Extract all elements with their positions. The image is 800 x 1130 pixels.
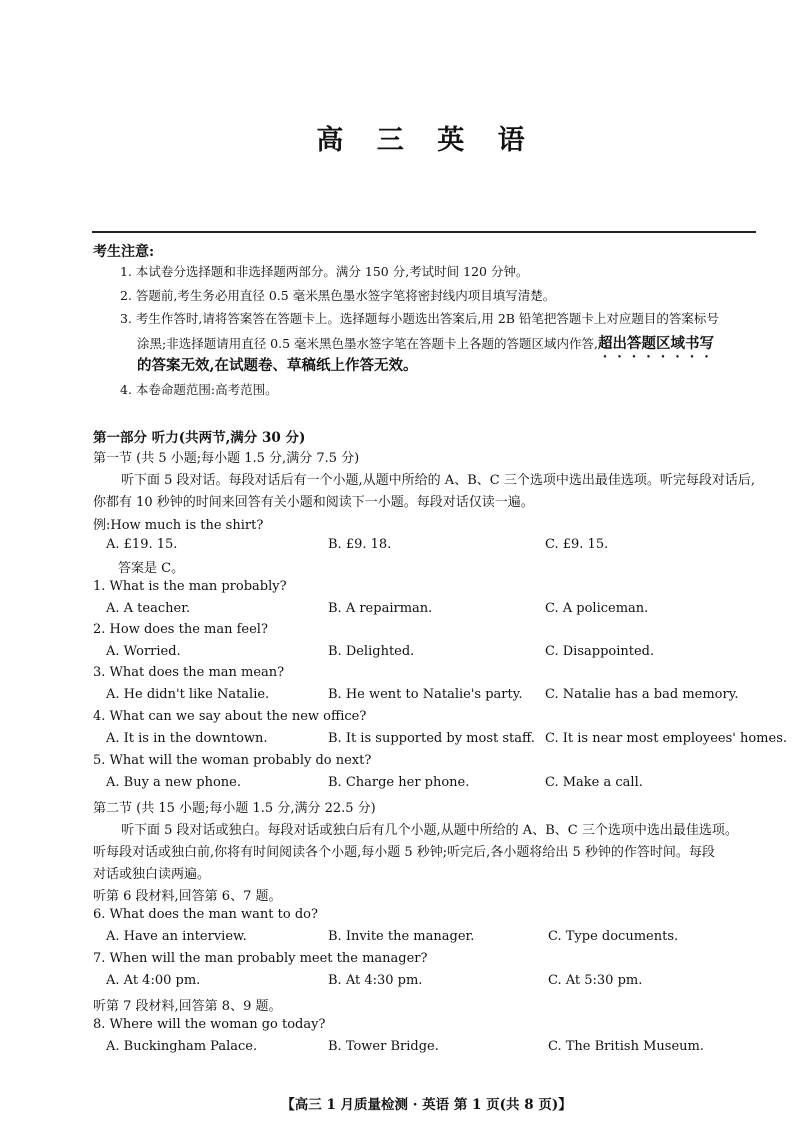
- material-heading: 听第 7 段材料,回答第 8、9 题。: [93, 999, 282, 1014]
- option-a: A. It is in the downtown.: [106, 731, 268, 746]
- option-a: A. Have an interview.: [106, 929, 247, 944]
- material-heading: 听第 6 段材料,回答第 6、7 题。: [93, 889, 282, 904]
- option-c: C. Type documents.: [548, 929, 679, 944]
- notice-item: 1. 本试卷分选择题和非选择题两部分。满分 150 分,考试时间 120 分钟。: [120, 264, 529, 279]
- option-a: A. At 4:00 pm.: [106, 973, 201, 988]
- option-a: A. Worried.: [106, 644, 181, 659]
- notice-item-text: 涂黑;非选择题请用直径 0.5 毫米黑色墨水签字笔在答题卡上各题的答题区域内作答,: [137, 336, 599, 351]
- option-c: C. A policeman.: [545, 601, 649, 616]
- question: 3. What does the man mean?: [93, 665, 285, 680]
- notice-emphasis: 超出答题区域书写: [598, 335, 715, 352]
- option-c: C. At 5:30 pm.: [548, 973, 643, 988]
- notice-item: 2. 答题前,考生务必用直径 0.5 毫米黑色墨水签字笔将密封线内项目填写清楚。: [120, 288, 556, 303]
- instructions-line: 对话或独白读两遍。: [93, 867, 211, 882]
- question: 8. Where will the woman go today?: [93, 1017, 326, 1032]
- option-b: B. Tower Bridge.: [328, 1039, 439, 1054]
- question: 4. What can we say about the new office?: [93, 709, 367, 724]
- option-c: C. The British Museum.: [548, 1039, 704, 1054]
- option-c: C. Natalie has a bad memory.: [545, 687, 739, 702]
- question: 6. What does the man want to do?: [93, 907, 318, 922]
- instructions-line: 你都有 10 秒钟的时间来回答有关小题和阅读下一小题。每段对话仅读一遍。: [93, 495, 534, 510]
- notice-item: 3. 考生作答时,请将答案答在答题卡上。选择题每小题选出答案后,用 2B 铅笔把答题卡上对应题目的答案标号: [120, 311, 719, 326]
- page-title: 高 三 英 语: [316, 125, 537, 156]
- question: 5. What will the woman probably do next?: [93, 753, 372, 768]
- section-heading: 第二节 (共 15 小题;每小题 1.5 分,满分 22.5 分): [93, 801, 376, 816]
- option-b: B. £9. 18.: [328, 537, 392, 552]
- option-b: B. Invite the manager.: [328, 929, 475, 944]
- example-answer: 答案是 C。: [118, 561, 185, 576]
- instructions-line: 听每段对话或独白前,你将有时间阅读各个小题,每小题 5 秒钟;听完后,各小题将给出 5 秒钟的作答时间。每段: [93, 845, 715, 860]
- option-a: A. £19. 15.: [106, 537, 178, 552]
- option-b: B. It is supported by most staff.: [328, 731, 535, 746]
- option-a: A. Buy a new phone.: [106, 775, 241, 790]
- option-c: C. It is near most employees' homes.: [545, 731, 788, 746]
- instructions-line: 听下面 5 段对话或独白。每段对话或独白后有几个小题,从题中所给的 A、B、C 三个选项中选出最佳选项。: [121, 823, 738, 838]
- option-c: C. Disappointed.: [545, 644, 655, 659]
- option-b: B. Delighted.: [328, 644, 415, 659]
- option-b: B. A repairman.: [328, 601, 433, 616]
- question: 2. How does the man feel?: [93, 622, 268, 637]
- option-b: B. Charge her phone.: [328, 775, 470, 790]
- notice-emphasis: 的答案无效,在试题卷、草稿纸上作答无效。: [137, 357, 418, 374]
- option-c: C. Make a call.: [545, 775, 643, 790]
- page-footer: 【高三 1 月质量检测 · 英语 第 1 页(共 8 页)】: [281, 1097, 572, 1113]
- part-heading: 第一部分 听力(共两节,满分 30 分): [93, 430, 306, 446]
- notice-heading: 考生注意:: [93, 244, 155, 260]
- notice-item: 4. 本卷命题范围:高考范围。: [120, 382, 278, 397]
- header-divider: [92, 231, 756, 233]
- question: 7. When will the man probably meet the manager?: [93, 951, 428, 966]
- option-a: A. A teacher.: [106, 601, 191, 616]
- example-question: 例:How much is the shirt?: [93, 518, 264, 533]
- option-a: A. He didn't like Natalie.: [106, 687, 270, 702]
- option-a: A. Buckingham Palace.: [106, 1039, 258, 1054]
- section-heading: 第一节 (共 5 小题;每小题 1.5 分,满分 7.5 分): [93, 451, 360, 466]
- instructions-line: 听下面 5 段对话。每段对话后有一个小题,从题中所给的 A、B、C 三个选项中选出最佳选项。听完每段对话后,: [121, 473, 755, 488]
- option-b: B. At 4:30 pm.: [328, 973, 423, 988]
- option-b: B. He went to Natalie's party.: [328, 687, 523, 702]
- option-c: C. £9. 15.: [545, 537, 609, 552]
- question: 1. What is the man probably?: [93, 579, 287, 594]
